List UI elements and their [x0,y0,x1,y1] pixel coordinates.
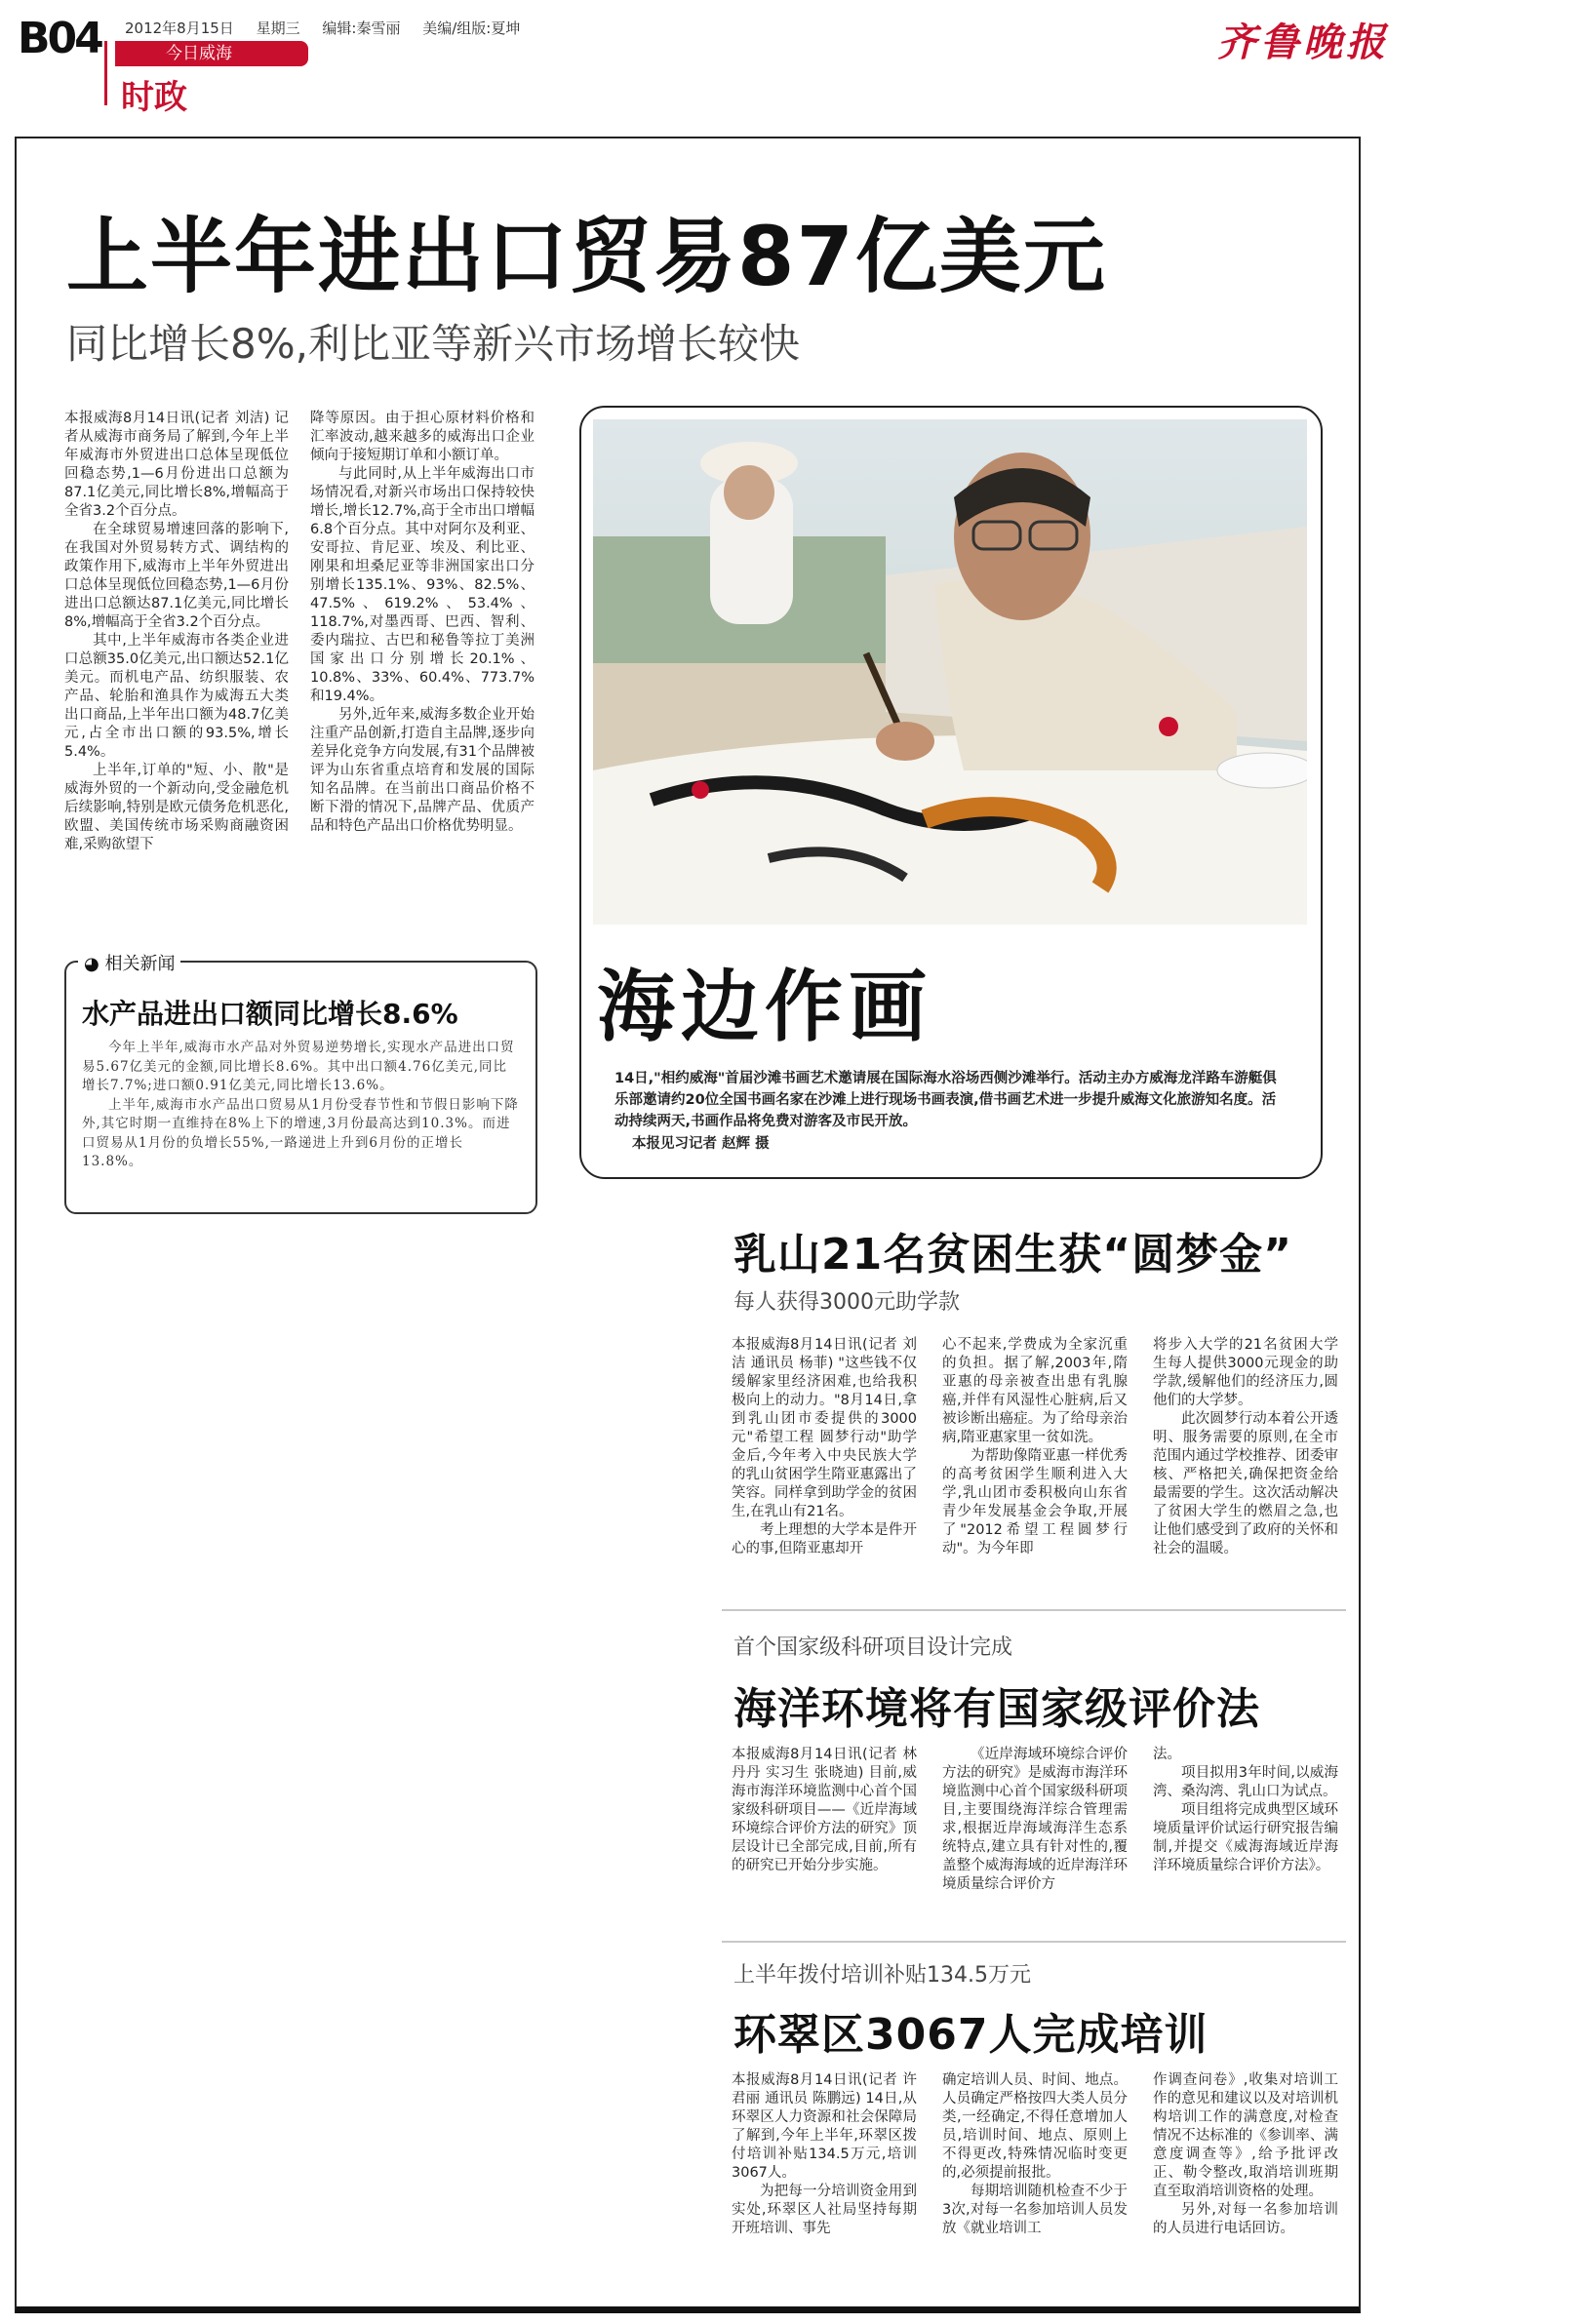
paragraph: 另外,近年来,威海多数企业开始注重产品创新,打造自主品牌,逐步向差异化竞争方向发展,有31个品牌被评为山东省重点培育和发展的国际知名品牌。在当前出口商品价格不断下滑的情况下,品牌产品、优质产品和特色产品出口价格优势明显。 [310,707,535,834]
paragraph: 本报威海8月14日讯(记者 刘洁 通讯员 杨菲) "这些钱不仅缓解家里经济困难,也给我积极向上的动力。"8月14日,拿到乳山团市委提供的3000元"希望工程 圆梦行动"助学金后,今年考入中央民族大学的乳山贫困学生隋亚惠露出了笑容。同样拿到助学金的贫困生,在乳山有21名。 [732,1337,917,1519]
section-divider [104,41,107,105]
related-news-body [82,1039,521,1172]
paragraph: 法。 [1153,1747,1181,1762]
photo-caption: 14日,"相约威海"首届沙滩书画艺术邀请展在国际海水浴场西侧沙滩举行。活动主办方威海龙洋路车游艇俱乐部邀请约20位全国书画名家在沙滩上进行现场书画表演,借书画艺术进一步提升威海文化旅游知名度。活动持续两天,书画作品将免费对游客及市民开放。 [614,1071,1277,1129]
paragraph: 作调查问卷》,收集对培训工作的意见和建议以及对培训机构培训工作的满意度,对检查情况不达标准的《参训率、满意度调查等》,给予批评改正、勒令整改,取消培训班期直至取消培训资格的处理。 [1153,2072,1338,2199]
divider [722,1941,1346,1943]
lead-column-2 [310,410,535,836]
circle-icon: ◕ [84,954,99,974]
paragraph: 心不起来,学费成为全家沉重的负担。据了解,2003年,隋亚惠的母亲被查出患有乳腺癌,并伴有风湿性心脏病,后又被诊断出癌症。为了给母亲治病,隋亚惠家里一贫如洗。 [942,1337,1128,1445]
story4-column-2 [942,2071,1128,2238]
paragraph: 项目拟用3年时间,以威海湾、桑沟湾、乳山口为试点。 [1153,1765,1338,1799]
page-number: B04 [18,14,101,63]
paragraph: 项目组将完成典型区域环境质量评价试运行研究报告编制,并提交《威海海域近岸海洋环境质量综合评价方法》。 [1153,1802,1338,1873]
divider [722,1609,1346,1611]
paragraph: 上半年,订单的"短、小、散"是威海外贸的一个新动向,受金融危机后续影响,特别是欧元债务危机恶化,欧盟、美国传统市场采购商融资困难,采购欲望下 [64,763,289,852]
story3-column-3 [1153,1746,1338,1875]
paragraph: 其中,上半年威海市各类企业进口总额35.0亿美元,出口额达52.1亿美元。而机电产品、纺织服装、农产品、轮胎和渔具作为威海五大类出口商品,上半年出口额为48.7亿美元,占全市出口额的93.5%,增长5.4%。 [64,633,289,760]
paragraph: 为把每一分培训资金用到实处,环翠区人社局坚持每期开班培训、事先 [732,2184,917,2236]
story2-subheadline: 每人获得3000元助学款 [733,1290,960,1315]
header-meta [125,18,537,38]
section-name: 时政 [121,78,187,117]
story2-column-3 [1153,1336,1338,1558]
paragraph: 此次圆梦行动本着公开透明、服务需要的原则,在全市范围内通过学校推荐、团委审核、严格把关,确保把资金给最需要的学生。这次活动解决了贫困大学生的燃眉之急,也让他们感受到了政府的关怀和社会的温暖。 [1153,1411,1338,1556]
story4-column-3 [1153,2071,1338,2238]
related-news-headline: 水产品进出口额同比增长8.6% [82,998,458,1030]
section-tab: 今日威海 [115,41,308,66]
newspaper-masthead: 齐鲁晚报 [1217,20,1389,65]
story2-column-1 [732,1336,917,1558]
paragraph: 今年上半年,威海市水产品对外贸易逆势增长,实现水产品进出口贸易5.67亿美元的金额,同比增长8.6%。其中出口额4.76亿美元,同比增长7.7%;进口额0.91亿美元,同比增长13.6%。 [82,1040,515,1093]
story4-kicker: 上半年拨付培训补贴134.5万元 [733,1963,1031,1988]
paragraph: 另外,对每一名参加培训的人员进行电话回访。 [1153,2202,1338,2236]
story4-column-1 [732,2071,917,2238]
lead-column-1 [64,410,289,854]
lead-subheadline: 同比增长8%,利比亚等新兴市场增长较快 [66,320,800,368]
paragraph: 降等原因。由于担心原材料价格和汇率波动,越来越多的威海出口企业倾向于接短期订单和小额订单。 [310,411,535,463]
editor-credit: 编辑:秦雪丽 [322,20,401,37]
story2-column-2 [942,1336,1128,1558]
paragraph: 本报威海8月14日讯(记者 刘洁) 记者从威海市商务局了解到,今年上半年威海市外贸进出口总体呈现低位回稳态势,1—6月份进出口总额为87.1亿美元,同比增长8%,增幅高于全省3.2个百分点。 [64,411,289,519]
issue-weekday: 星期三 [256,20,300,37]
story3-headline: 海洋环境将有国家级评价法 [733,1684,1260,1734]
photo-headline: 海边作画 [597,962,932,1052]
photo-credit: 本报见习记者 赵辉 摄 [632,1136,770,1152]
paragraph: 每期培训随机检查不少于3次,对每一名参加培训人员发放《就业培训工 [942,2184,1128,2236]
paragraph: 为帮助像隋亚惠一样优秀的高考贫困学生顺利进入大学,乳山团市委积极向山东省青少年发展基金会争取,开展了"2012希望工程圆梦行动"。为今年即 [942,1448,1128,1556]
paragraph: 将步入大学的21名贫困大学生每人提供3000元现金的助学款,缓解他们的经济压力,圆他们的大学梦。 [1153,1337,1338,1408]
related-news-label: ◕ 相关新闻 [78,950,180,975]
designer-credit: 美编/组版:夏坤 [422,20,521,37]
story3-column-2 [942,1746,1128,1894]
story4-headline: 环翠区3067人完成培训 [733,2010,1209,2060]
paragraph: 在全球贸易增速回落的影响下,在我国对外贸易转方式、调结构的政策作用下,威海市上半年外贸进出口总体呈现低位回稳态势,1—6月份进出口总额达87.1亿美元,同比增长8%,增幅高于全省3.2个百分点。 [64,522,289,630]
issue-date: 2012年8月15日 [125,20,234,37]
paragraph: 上半年,威海市水产品出口贸易从1月份受春节性和节假日影响下降外,其它时期一直维持在8%上下的增速,3月份最高达到10.3%。而进口贸易从1月份的负增长55%,一路递进上升到6月份的正增长13.8%。 [82,1096,519,1169]
beach-painting-photo [593,419,1307,925]
paragraph: 考上理想的大学本是件开心的事,但隋亚惠却开 [732,1522,917,1556]
story2-headline: 乳山21名贫困生获“圆梦金” [733,1230,1293,1280]
paragraph: 本报威海8月14日讯(记者 许君丽 通讯员 陈鹏远) 14日,从环翠区人力资源和社会保障局了解到,今年上半年,环翠区拨付培训补贴134.5万元,培训3067人。 [732,2072,917,2181]
paragraph: 与此同时,从上半年威海出口市场情况看,对新兴市场出口保持较快增长,增长12.7%,高于全市出口增幅6.8个百分点。其中对阿尔及利亚、安哥拉、肯尼亚、埃及、利比亚、刚果和坦桑尼亚等非洲国家出口分别增长135.1%、93%、82.5%、47.5%、619.2%、53.4%、118.7%,对墨西哥、巴西、智利、委内瑞拉、古巴和秘鲁等拉丁美洲国家出口分别增长20.1%、10.8%、33%、60.4%、773.7%和19.4%。 [310,466,535,704]
story3-column-1 [732,1746,917,1875]
paragraph: 本报威海8月14日讯(记者 林丹丹 实习生 张晓迪) 目前,威海市海洋环境监测中心首个国家级科研项目——《近岸海域环境综合评价方法的研究》顶层设计已全部完成,目前,所有的研究已开始分步实施。 [732,1747,917,1873]
paragraph: 《近岸海域环境综合评价方法的研究》是威海市海洋环境监测中心首个国家级科研项目,主要围绕海洋综合管理需求,根据近岸海域海洋生态系统特点,建立具有针对性的,覆盖整个威海海域的近岸海洋环境质量综合评价方 [942,1747,1128,1892]
news-photo [593,419,1307,925]
lead-headline: 上半年进出口贸易87亿美元 [66,209,1107,304]
story3-kicker: 首个国家级科研项目设计完成 [733,1635,1013,1660]
paragraph: 确定培训人员、时间、地点。人员确定严格按四大类人员分类,一经确定,不得任意增加人员,培训时间、地点、原则上不得更改,特殊情况临时变更的,必须提前报批。 [942,2072,1128,2181]
